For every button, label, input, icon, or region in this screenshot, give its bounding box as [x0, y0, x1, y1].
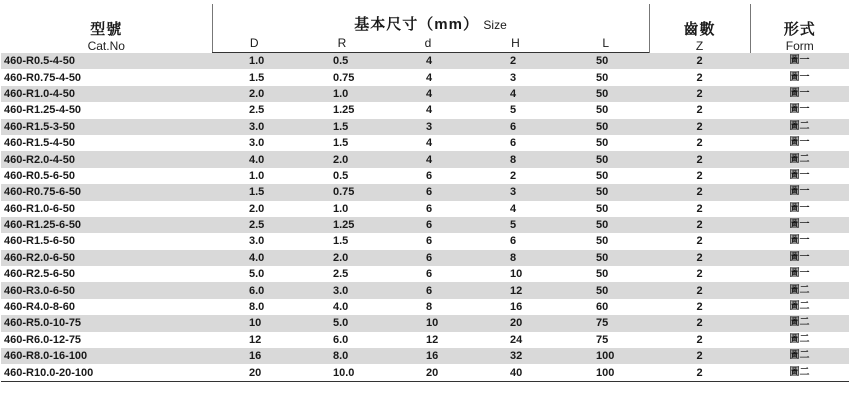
cat-no-cell: 460-R0.75-4-50: [1, 69, 212, 85]
form-cell: 圖一: [750, 168, 849, 184]
H-cell: 24: [468, 332, 563, 348]
D-cell: 3.0: [212, 233, 296, 249]
L-cell: 60: [563, 299, 649, 315]
R-cell: 3.0: [296, 282, 388, 298]
table-row: [1, 332, 849, 348]
form-cell: 圖一: [750, 102, 849, 118]
cat-no-cell: 460-R2.0-6-50: [1, 250, 212, 266]
table-row: [1, 168, 849, 184]
d-cell: 3: [388, 119, 468, 135]
col-header-R: R: [296, 34, 388, 53]
form-title: 形式: [783, 20, 816, 38]
teeth-cell: 2: [649, 151, 750, 167]
d-cell: 10: [388, 315, 468, 331]
d-cell: 4: [388, 86, 468, 102]
d-cell: 4: [388, 151, 468, 167]
teeth-cell: 2: [649, 168, 750, 184]
d-cell: 6: [388, 250, 468, 266]
H-cell: 6: [468, 135, 563, 151]
L-cell: 50: [563, 250, 649, 266]
R-cell: 1.0: [296, 201, 388, 217]
table-row: [1, 315, 849, 331]
d-cell: 6: [388, 233, 468, 249]
D-cell: 1.5: [212, 69, 296, 85]
L-cell: 50: [563, 69, 649, 85]
R-cell: 2.5: [296, 266, 388, 282]
H-cell: 10: [468, 266, 563, 282]
H-cell: 8: [468, 250, 563, 266]
table-row: [1, 348, 849, 364]
H-cell: 3: [468, 184, 563, 200]
form-cell: 圖一: [750, 69, 849, 85]
D-cell: 5.0: [212, 266, 296, 282]
L-cell: 50: [563, 135, 649, 151]
L-cell: 100: [563, 348, 649, 364]
cat-no-cell: 460-R1.5-3-50: [1, 119, 212, 135]
d-cell: 4: [388, 69, 468, 85]
H-cell: 2: [468, 168, 563, 184]
col-header-D: D: [212, 34, 296, 53]
teeth-cell: 2: [649, 233, 750, 249]
L-cell: 50: [563, 201, 649, 217]
form-cell: 圖一: [750, 86, 849, 102]
L-cell: 50: [563, 102, 649, 118]
H-cell: 32: [468, 348, 563, 364]
L-cell: 50: [563, 184, 649, 200]
table-row: [1, 217, 849, 233]
d-cell: 8: [388, 299, 468, 315]
catno-header: [1, 4, 212, 53]
L-cell: 50: [563, 266, 649, 282]
cat-no-cell: 460-R3.0-6-50: [1, 282, 212, 298]
teeth-cell: 2: [649, 53, 750, 70]
table-row: [1, 299, 849, 315]
R-cell: 2.0: [296, 151, 388, 167]
table-row: [1, 151, 849, 167]
d-cell: 20: [388, 364, 468, 381]
cat-no-cell: 460-R5.0-10-75: [1, 315, 212, 331]
teeth-cell: 2: [649, 69, 750, 85]
cat-no-cell: 460-R6.0-12-75: [1, 332, 212, 348]
D-cell: 1.5: [212, 184, 296, 200]
table-row: [1, 233, 849, 249]
d-cell: 4: [388, 102, 468, 118]
form-cell: 圖二: [750, 348, 849, 364]
D-cell: 12: [212, 332, 296, 348]
H-cell: 3: [468, 69, 563, 85]
d-cell: 6: [388, 282, 468, 298]
L-cell: 75: [563, 315, 649, 331]
teeth-cell: 2: [649, 299, 750, 315]
L-cell: 50: [563, 119, 649, 135]
d-cell: 12: [388, 332, 468, 348]
table-row: [1, 119, 849, 135]
cat-no-cell: 460-R1.5-6-50: [1, 233, 212, 249]
D-cell: 20: [212, 364, 296, 381]
L-cell: 50: [563, 233, 649, 249]
table-row: [1, 102, 849, 118]
col-header-L: L: [563, 34, 649, 53]
cat-no-cell: 460-R1.25-4-50: [1, 102, 212, 118]
size-title: 基本尺寸（mm）: [354, 16, 479, 33]
catno-subtitle: Cat.No: [87, 38, 125, 53]
L-cell: 50: [563, 217, 649, 233]
D-cell: 1.0: [212, 53, 296, 70]
R-cell: 0.5: [296, 53, 388, 70]
teeth-cell: 2: [649, 119, 750, 135]
form-cell: 圖二: [750, 315, 849, 331]
R-cell: 5.0: [296, 315, 388, 331]
H-cell: 20: [468, 315, 563, 331]
teeth-subtitle: Z: [695, 38, 704, 53]
cat-no-cell: 460-R8.0-16-100: [1, 348, 212, 364]
R-cell: 8.0: [296, 348, 388, 364]
H-cell: 2: [468, 53, 563, 70]
table-row: [1, 250, 849, 266]
teeth-cell: 2: [649, 364, 750, 381]
L-cell: 50: [563, 151, 649, 167]
form-cell: 圖二: [750, 151, 849, 167]
R-cell: 1.25: [296, 217, 388, 233]
form-cell: 圖一: [750, 184, 849, 200]
teeth-cell: 2: [649, 184, 750, 200]
D-cell: 10: [212, 315, 296, 331]
teeth-cell: 2: [649, 102, 750, 118]
table-header: [1, 4, 849, 53]
form-cell: 圖二: [750, 364, 849, 381]
cat-no-cell: 460-R1.0-6-50: [1, 201, 212, 217]
D-cell: 4.0: [212, 151, 296, 167]
col-header-H: H: [468, 34, 563, 53]
teeth-cell: 2: [649, 348, 750, 364]
col-header-d: d: [388, 34, 468, 53]
cat-no-cell: 460-R4.0-8-60: [1, 299, 212, 315]
H-cell: 12: [468, 282, 563, 298]
d-cell: 6: [388, 168, 468, 184]
L-cell: 50: [563, 282, 649, 298]
R-cell: 10.0: [296, 364, 388, 381]
d-cell: 6: [388, 266, 468, 282]
form-cell: 圖一: [750, 201, 849, 217]
table-body: [1, 53, 849, 382]
form-header: [750, 4, 849, 53]
D-cell: 2.5: [212, 217, 296, 233]
L-cell: 50: [563, 53, 649, 70]
table-row: [1, 282, 849, 298]
H-cell: 16: [468, 299, 563, 315]
R-cell: 4.0: [296, 299, 388, 315]
D-cell: 6.0: [212, 282, 296, 298]
cat-no-cell: 460-R10.0-20-100: [1, 364, 212, 381]
form-cell: 圖一: [750, 266, 849, 282]
L-cell: 100: [563, 364, 649, 381]
form-cell: 圖一: [750, 250, 849, 266]
R-cell: 2.0: [296, 250, 388, 266]
table-row: [1, 69, 849, 85]
form-cell: 圖二: [750, 119, 849, 135]
H-cell: 8: [468, 151, 563, 167]
R-cell: 1.5: [296, 119, 388, 135]
teeth-title: 齒數: [683, 20, 716, 38]
H-cell: 6: [468, 119, 563, 135]
L-cell: 50: [563, 86, 649, 102]
table-row: [1, 184, 849, 200]
D-cell: 3.0: [212, 119, 296, 135]
cat-no-cell: 460-R2.5-6-50: [1, 266, 212, 282]
table-row: [1, 86, 849, 102]
D-cell: 1.0: [212, 168, 296, 184]
teeth-cell: 2: [649, 86, 750, 102]
form-cell: 圖二: [750, 332, 849, 348]
teeth-cell: 2: [649, 282, 750, 298]
R-cell: 1.0: [296, 86, 388, 102]
teeth-cell: 2: [649, 217, 750, 233]
R-cell: 1.5: [296, 233, 388, 249]
D-cell: 2.0: [212, 201, 296, 217]
d-cell: 16: [388, 348, 468, 364]
d-cell: 4: [388, 135, 468, 151]
H-cell: 5: [468, 102, 563, 118]
spec-table: [1, 4, 849, 382]
H-cell: 4: [468, 201, 563, 217]
H-cell: 4: [468, 86, 563, 102]
form-cell: 圖一: [750, 53, 849, 70]
table-row: [1, 135, 849, 151]
cat-no-cell: 460-R1.25-6-50: [1, 217, 212, 233]
R-cell: 1.5: [296, 135, 388, 151]
R-cell: 0.5: [296, 168, 388, 184]
d-cell: 6: [388, 201, 468, 217]
teeth-cell: 2: [649, 250, 750, 266]
teeth-cell: 2: [649, 135, 750, 151]
d-cell: 6: [388, 217, 468, 233]
teeth-cell: 2: [649, 315, 750, 331]
R-cell: 0.75: [296, 69, 388, 85]
form-cell: 圖二: [750, 299, 849, 315]
R-cell: 6.0: [296, 332, 388, 348]
D-cell: 2.5: [212, 102, 296, 118]
table-row: [1, 201, 849, 217]
catno-title: 型號: [90, 20, 123, 38]
H-cell: 6: [468, 233, 563, 249]
H-cell: 40: [468, 364, 563, 381]
D-cell: 16: [212, 348, 296, 364]
teeth-cell: 2: [649, 266, 750, 282]
form-subtitle: Form: [785, 38, 814, 53]
d-cell: 6: [388, 184, 468, 200]
H-cell: 5: [468, 217, 563, 233]
R-cell: 0.75: [296, 184, 388, 200]
teeth-cell: 2: [649, 332, 750, 348]
D-cell: 8.0: [212, 299, 296, 315]
form-cell: 圖二: [750, 282, 849, 298]
cat-no-cell: 460-R2.0-4-50: [1, 151, 212, 167]
cat-no-cell: 460-R0.5-4-50: [1, 53, 212, 70]
form-cell: 圖一: [750, 217, 849, 233]
table-row: [1, 266, 849, 282]
teeth-cell: 2: [649, 201, 750, 217]
size-header: [212, 4, 649, 34]
cat-no-cell: 460-R0.75-6-50: [1, 184, 212, 200]
form-cell: 圖一: [750, 233, 849, 249]
cat-no-cell: 460-R1.0-4-50: [1, 86, 212, 102]
L-cell: 75: [563, 332, 649, 348]
table-row: [1, 53, 849, 70]
size-subtitle: Size: [483, 18, 507, 32]
form-cell: 圖一: [750, 135, 849, 151]
table-row: [1, 364, 849, 381]
D-cell: 2.0: [212, 86, 296, 102]
cat-no-cell: 460-R1.5-4-50: [1, 135, 212, 151]
D-cell: 4.0: [212, 250, 296, 266]
teeth-header: [649, 4, 750, 53]
cat-no-cell: 460-R0.5-6-50: [1, 168, 212, 184]
L-cell: 50: [563, 168, 649, 184]
d-cell: 4: [388, 53, 468, 70]
D-cell: 3.0: [212, 135, 296, 151]
R-cell: 1.25: [296, 102, 388, 118]
